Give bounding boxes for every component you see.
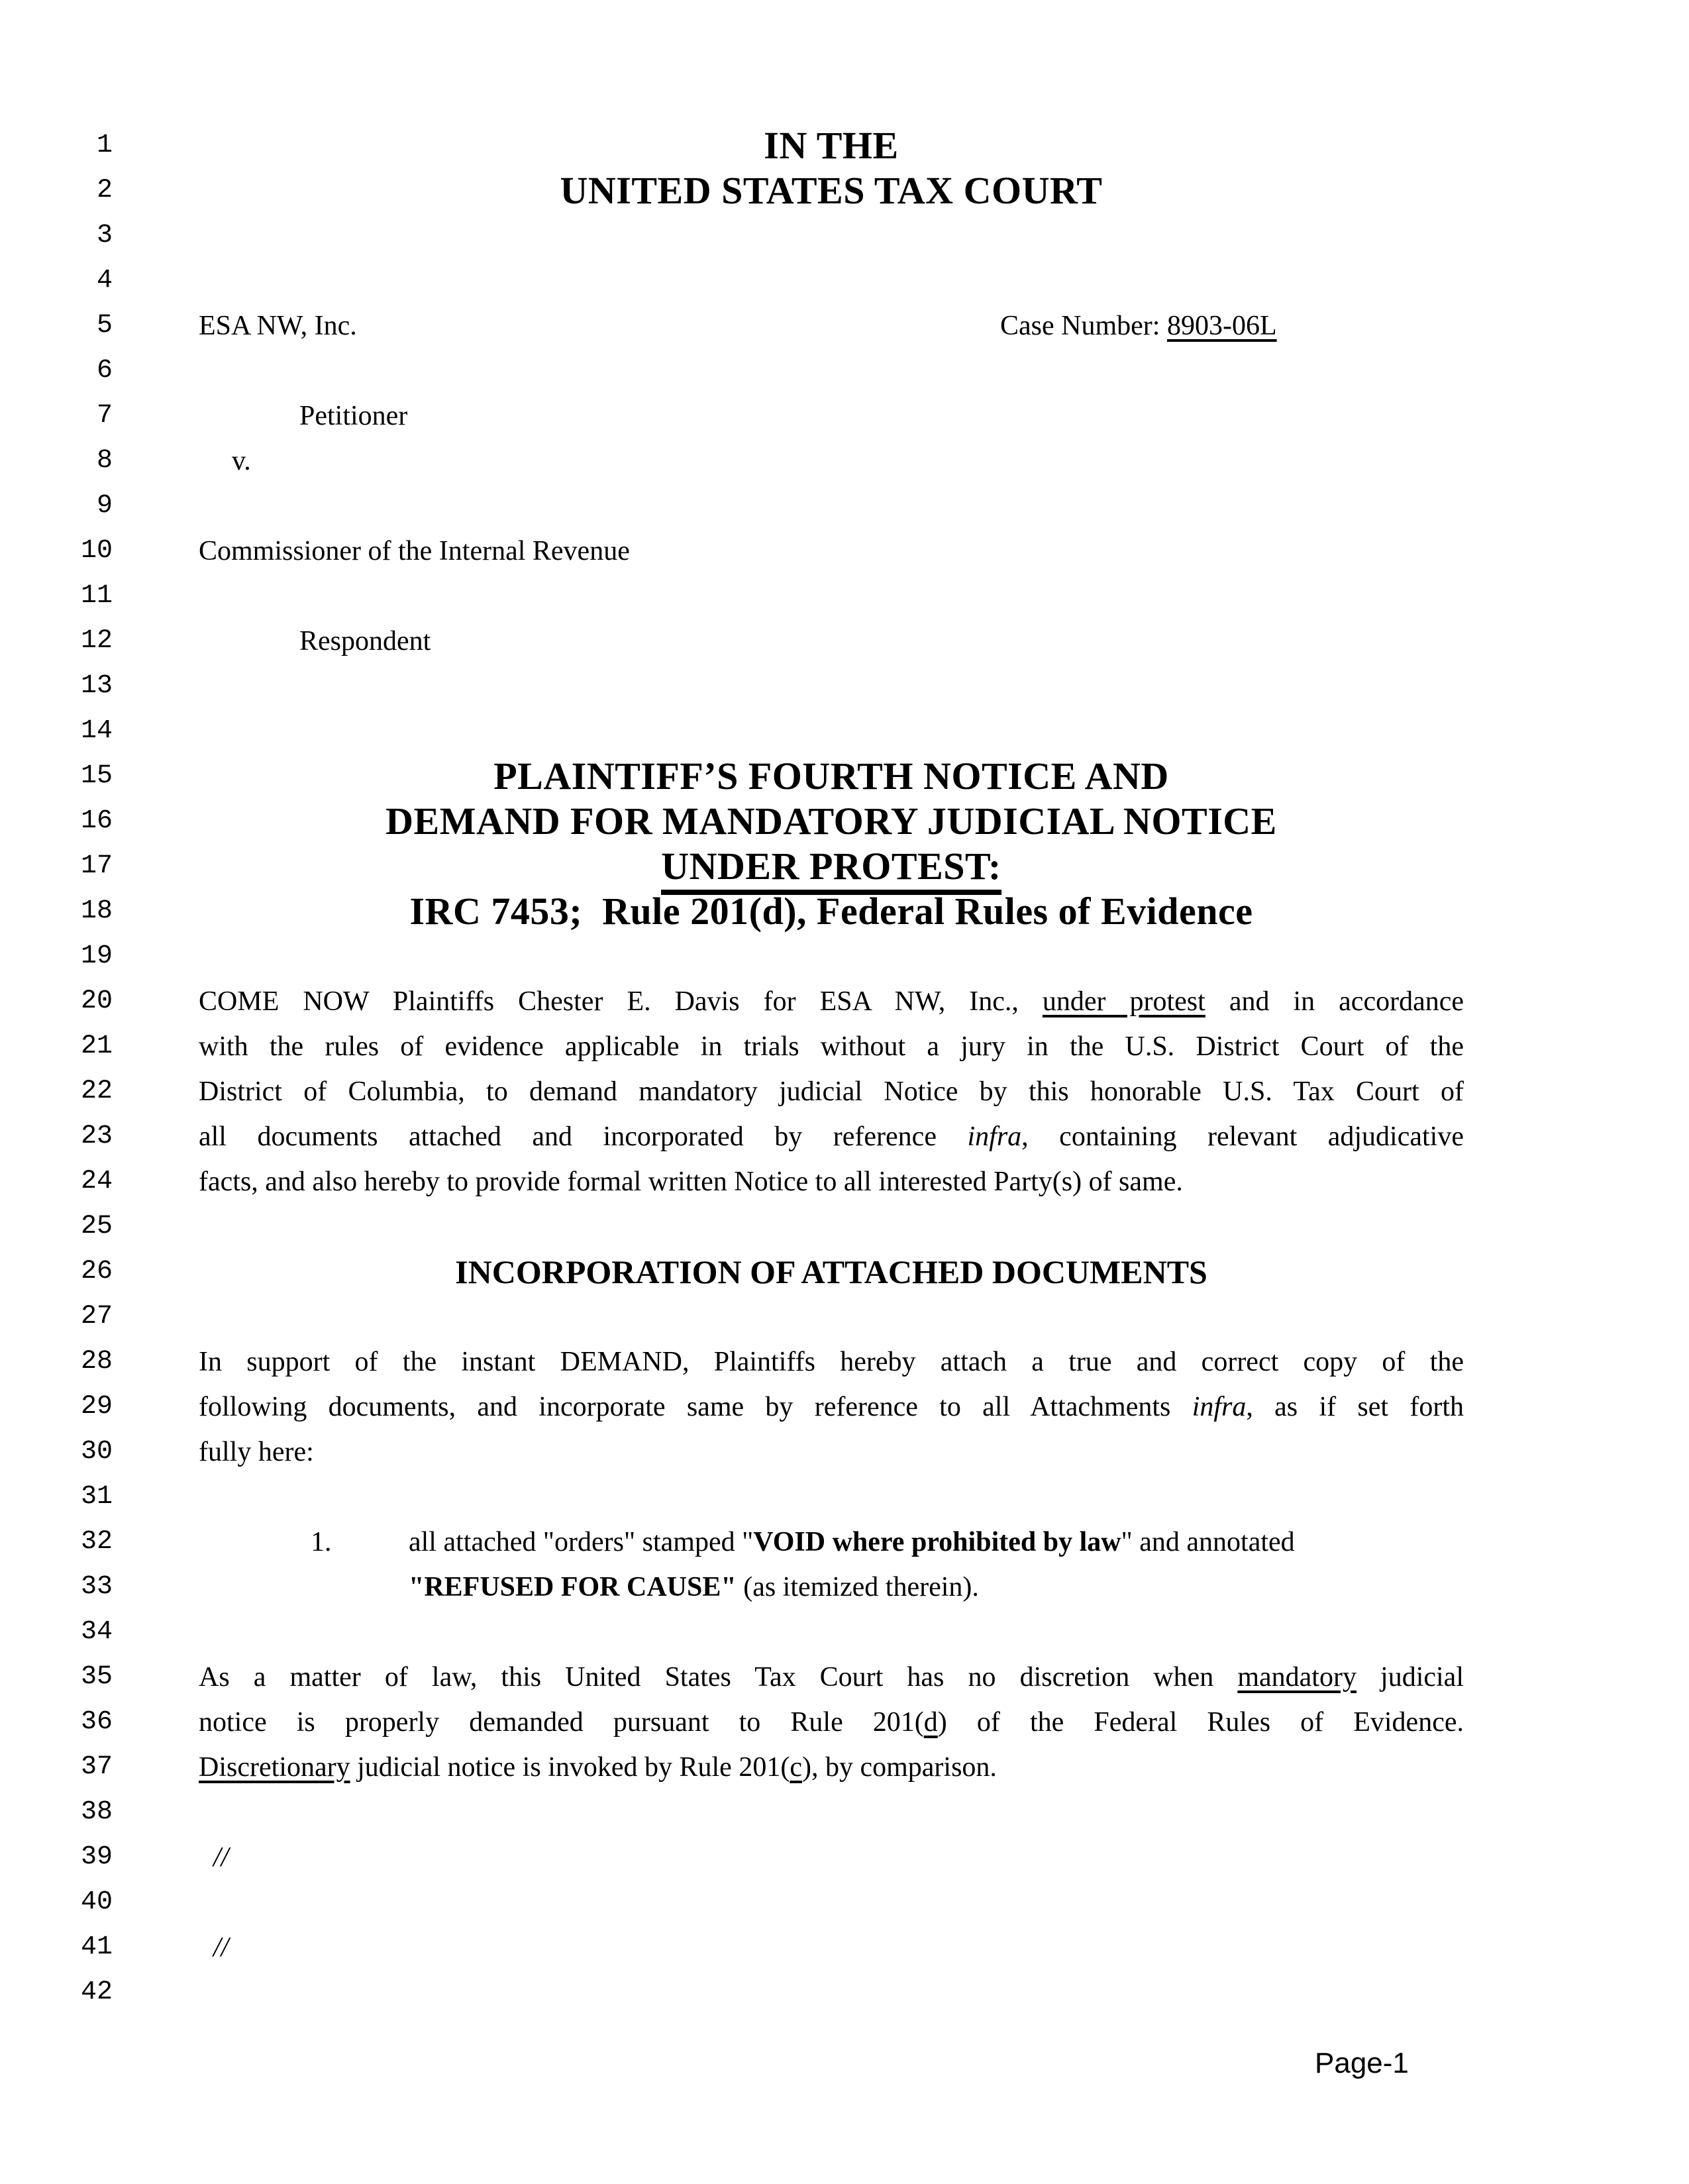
line-text	[199, 1520, 1674, 1565]
text-segment: following documents, and incorporate same by reference to all Attachments	[199, 1392, 1192, 1422]
line-number: 20	[80, 986, 113, 1016]
pleading-line-3	[0, 213, 1689, 258]
line-number: 12	[80, 626, 113, 656]
line-text	[199, 799, 1464, 844]
line-number: 35	[80, 1662, 113, 1692]
line-number: 11	[80, 581, 113, 611]
pleading-line-23	[0, 1114, 1689, 1159]
line-text	[199, 754, 1464, 799]
line-number: 34	[80, 1617, 113, 1647]
pleading-line-1	[0, 123, 1689, 168]
line-text	[199, 1745, 1464, 1790]
line-number: 5	[96, 311, 113, 340]
line-number: 31	[80, 1482, 113, 1512]
line-text	[199, 844, 1464, 895]
pleading-line-31	[0, 1475, 1689, 1520]
text-segment: d	[923, 1707, 938, 1738]
line-number: 41	[80, 1932, 113, 1962]
line-number: 33	[80, 1572, 113, 1602]
line-number: 15	[80, 761, 113, 791]
line-number: 14	[80, 716, 113, 746]
case-number	[1000, 303, 1277, 348]
text-segment: facts, and also hereby to provide formal written Notice to all interested Party(s) of same.	[199, 1167, 1183, 1197]
line-number: 38	[80, 1797, 113, 1827]
text-segment: In support of the instant DEMAND, Plaintiffs hereby attach a true and correct copy of the	[199, 1347, 1464, 1377]
pleading-line-8	[0, 439, 1689, 484]
pleading-line-25	[0, 1204, 1689, 1249]
pleading-line-22	[0, 1069, 1689, 1114]
text-segment: COME NOW Plaintiffs Chester E. Davis for ESA NW, Inc.,	[199, 986, 1043, 1017]
line-text	[199, 439, 1497, 484]
pleading-lines	[0, 123, 1689, 2015]
line-text	[199, 1114, 1464, 1159]
text-segment: INCORPORATION OF ATTACHED DOCUMENTS	[455, 1253, 1207, 1290]
pleading-line-28	[0, 1339, 1689, 1384]
pleading-line-16	[0, 799, 1689, 844]
pleading-line-24	[0, 1159, 1689, 1204]
line-number: 27	[80, 1302, 113, 1331]
text-segment: , as if set forth	[1246, 1392, 1464, 1422]
line-number: 16	[80, 806, 113, 836]
line-number: 25	[80, 1212, 113, 1241]
pleading-line-40	[0, 1880, 1689, 1925]
pleading-line-21	[0, 1024, 1689, 1069]
line-number: 30	[80, 1437, 113, 1467]
text-segment: //	[213, 1932, 229, 1963]
text-segment: Petitioner	[299, 401, 408, 431]
text-segment: (as itemized therein).	[736, 1572, 979, 1602]
text-segment: c	[790, 1752, 802, 1783]
pleading-line-5	[0, 303, 1689, 348]
line-number: 18	[80, 896, 113, 926]
line-number: 10	[80, 536, 113, 566]
text-segment: UNITED STATES TAX COURT	[560, 169, 1103, 212]
line-text	[199, 889, 1464, 934]
pleading-line-11	[0, 574, 1689, 619]
line-number: 36	[80, 1707, 113, 1737]
text-segment: ) of the Federal Rules of Evidence.	[937, 1707, 1464, 1738]
pleading-line-34	[0, 1610, 1689, 1655]
line-number: 29	[80, 1392, 113, 1422]
text-segment: v.	[232, 446, 251, 476]
text-segment: DEMAND FOR MANDATORY JUDICIAL NOTICE	[385, 800, 1277, 843]
line-text	[199, 1925, 1478, 1970]
pleading-line-37	[0, 1745, 1689, 1790]
pleading-line-41	[0, 1925, 1689, 1970]
line-text	[199, 1655, 1464, 1700]
text-segment: Discretionary	[199, 1752, 350, 1783]
text-segment: PLAINTIFF’S FOURTH NOTICE AND	[493, 754, 1169, 798]
line-number: 42	[80, 1977, 113, 2007]
text-segment: Case Number:	[1000, 311, 1167, 341]
text-segment: ), by comparison.	[801, 1752, 997, 1783]
line-number: 37	[80, 1752, 113, 1782]
text-segment: under protest	[1042, 986, 1205, 1017]
text-segment: all attached "orders" stamped "	[409, 1527, 754, 1557]
line-number: 22	[80, 1076, 113, 1106]
pleading-line-6	[0, 348, 1689, 393]
line-text	[199, 1384, 1464, 1430]
pleading-line-33	[0, 1565, 1689, 1610]
line-text	[199, 303, 1464, 348]
line-number: 28	[80, 1347, 113, 1377]
pleading-line-27	[0, 1294, 1689, 1339]
line-text	[199, 1700, 1464, 1745]
pleading-line-30	[0, 1430, 1689, 1475]
text-segment: notice is properly demanded pursuant to Rule 201(	[199, 1707, 924, 1738]
line-number: 21	[80, 1031, 113, 1061]
pleading-line-36	[0, 1700, 1689, 1745]
text-segment: IN THE	[764, 124, 899, 167]
text-segment: "REFUSED FOR CAUSE"	[409, 1572, 737, 1602]
text-segment: infra	[967, 1121, 1022, 1152]
text-segment: judicial notice is invoked by Rule 201(	[350, 1752, 790, 1783]
line-number: 32	[80, 1527, 113, 1557]
line-number: 26	[80, 1257, 113, 1286]
pleading-line-42	[0, 1970, 1689, 2015]
line-text	[199, 1159, 1464, 1204]
text-segment: infra	[1192, 1392, 1247, 1422]
pleading-line-7	[0, 393, 1689, 439]
line-text	[199, 1430, 1464, 1475]
line-text	[199, 123, 1464, 168]
pleading-line-26	[0, 1249, 1689, 1294]
text-segment: UNDER PROTEST:	[661, 845, 1001, 895]
pleading-line-20	[0, 979, 1689, 1024]
line-number: 40	[80, 1887, 113, 1917]
text-segment: District of Columbia, to demand mandatory judicial Notice by this honorable U.S. Tax Court of	[199, 1076, 1464, 1107]
line-text	[199, 168, 1464, 213]
line-text	[199, 1339, 1464, 1384]
pleading-line-39	[0, 1835, 1689, 1880]
line-number: 4	[96, 266, 113, 295]
text-segment: with the rules of evidence applicable in trials without a jury in the U.S. District Court of the	[199, 1031, 1464, 1062]
line-text	[199, 1565, 1674, 1610]
pleading-line-4	[0, 258, 1689, 303]
pleading-line-9	[0, 484, 1689, 529]
line-number: 1	[96, 130, 113, 160]
pleading-line-17	[0, 844, 1689, 889]
line-number: 3	[96, 221, 113, 250]
pleading-line-35	[0, 1655, 1689, 1700]
text-segment: VOID where prohibited by law	[753, 1527, 1121, 1557]
pleading-line-12	[0, 619, 1689, 664]
line-number: 7	[96, 401, 113, 431]
pleading-line-10	[0, 529, 1689, 574]
text-segment: IRC 7453; Rule 201(d), Federal Rules of Evidence	[409, 890, 1253, 933]
line-text	[199, 619, 1564, 664]
text-segment: fully here:	[199, 1437, 314, 1467]
line-text	[199, 1835, 1478, 1880]
text-segment: mandatory	[1237, 1662, 1356, 1692]
text-segment: " and annotated	[1121, 1527, 1295, 1557]
pleading-line-19	[0, 934, 1689, 979]
line-text	[199, 393, 1564, 439]
pleading-line-38	[0, 1790, 1689, 1835]
line-number: 39	[80, 1842, 113, 1872]
text-segment: , containing relevant adjudicative	[1021, 1121, 1464, 1152]
list-item-number: 1.	[311, 1527, 332, 1557]
text-segment: Respondent	[299, 626, 431, 656]
pleading-line-29	[0, 1384, 1689, 1430]
line-number: 19	[80, 941, 113, 971]
text-segment: //	[213, 1842, 229, 1873]
line-number: 8	[96, 446, 113, 476]
line-number: 17	[80, 851, 113, 881]
line-number: 23	[80, 1121, 113, 1151]
line-text	[199, 979, 1464, 1024]
line-text	[199, 1024, 1464, 1069]
pleading-line-14	[0, 709, 1689, 754]
text-segment: As a matter of law, this United States Tax Court has no discretion when	[199, 1662, 1238, 1692]
line-text	[199, 529, 1464, 574]
pleading-line-18	[0, 889, 1689, 934]
text-segment: 8903-06L	[1166, 311, 1277, 341]
text-segment: and in accordance	[1205, 986, 1464, 1017]
text-segment: all documents attached and incorporated by reference	[199, 1121, 968, 1152]
pleading-line-32	[0, 1520, 1689, 1565]
line-number: 6	[96, 356, 113, 386]
line-number: 24	[80, 1167, 113, 1196]
line-number: 2	[96, 176, 113, 205]
line-number: 13	[80, 671, 113, 701]
page-number: Page-1	[1315, 2047, 1409, 2079]
text-segment: Commissioner of the Internal Revenue	[199, 536, 630, 566]
pleading-line-2	[0, 168, 1689, 213]
line-number: 9	[96, 491, 113, 521]
text-segment: ESA NW, Inc.	[199, 311, 357, 341]
text-segment: judicial	[1356, 1662, 1464, 1692]
line-text	[199, 1249, 1464, 1294]
line-text	[199, 1069, 1464, 1114]
pleading-line-15	[0, 754, 1689, 799]
pleading-line-13	[0, 664, 1689, 709]
